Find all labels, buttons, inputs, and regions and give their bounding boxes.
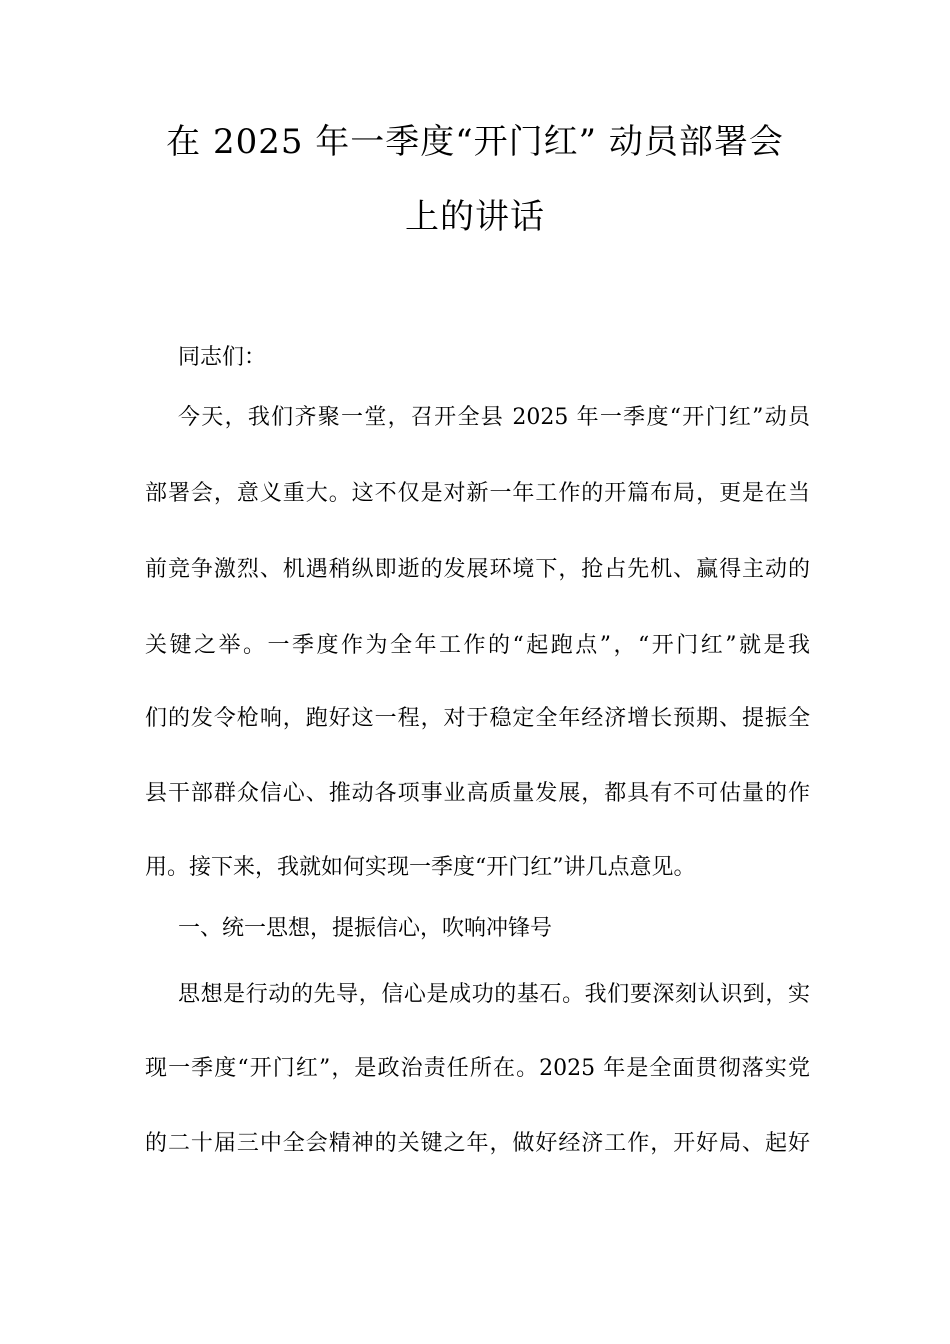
paragraph-2-line-2: 现一季度“开门红”，是政治责任所在。2025 年是全面贯彻落实党 [145, 1056, 810, 1081]
paragraph-1-line-1: 今天，我们齐聚一堂，召开全县 2025 年一季度“开门红”动员 [178, 405, 810, 430]
document-title-line-2: 上的讲话 [405, 197, 545, 237]
paragraph-2-line-3: 的二十届三中全会精神的关键之年，做好经济工作，开好局、起好 [145, 1131, 810, 1156]
paragraph-1-line-5: 们的发令枪响，跑好这一程，对于稳定全年经济增长预期、提振全 [145, 706, 810, 731]
paragraph-2-line-1: 思想是行动的先导，信心是成功的基石。我们要深刻认识到，实 [178, 982, 810, 1007]
salutation: 同志们： [178, 345, 267, 370]
paragraph-1-line-3: 前竞争激烈、机遇稍纵即逝的发展环境下，抢占先机、赢得主动的 [145, 557, 810, 582]
paragraph-1-line-7: 用。接下来，我就如何实现一季度“开门红”讲几点意见。 [145, 855, 696, 880]
paragraph-1-line-6: 县干部群众信心、推动各项事业高质量发展，都具有不可估量的作 [145, 781, 810, 806]
section-1-heading: 一、统一思想，提振信心，吹响冲锋号 [178, 916, 553, 941]
document-title-line-1: 在 2025 年一季度“开门红” 动员部署会 [166, 122, 784, 162]
paragraph-1-line-4: 关键之举。一季度作为全年工作的“起跑点”，“开门红”就是我 [145, 633, 810, 658]
paragraph-1-line-2: 部署会，意义重大。这不仅是对新一年工作的开篇布局，更是在当 [145, 481, 810, 506]
